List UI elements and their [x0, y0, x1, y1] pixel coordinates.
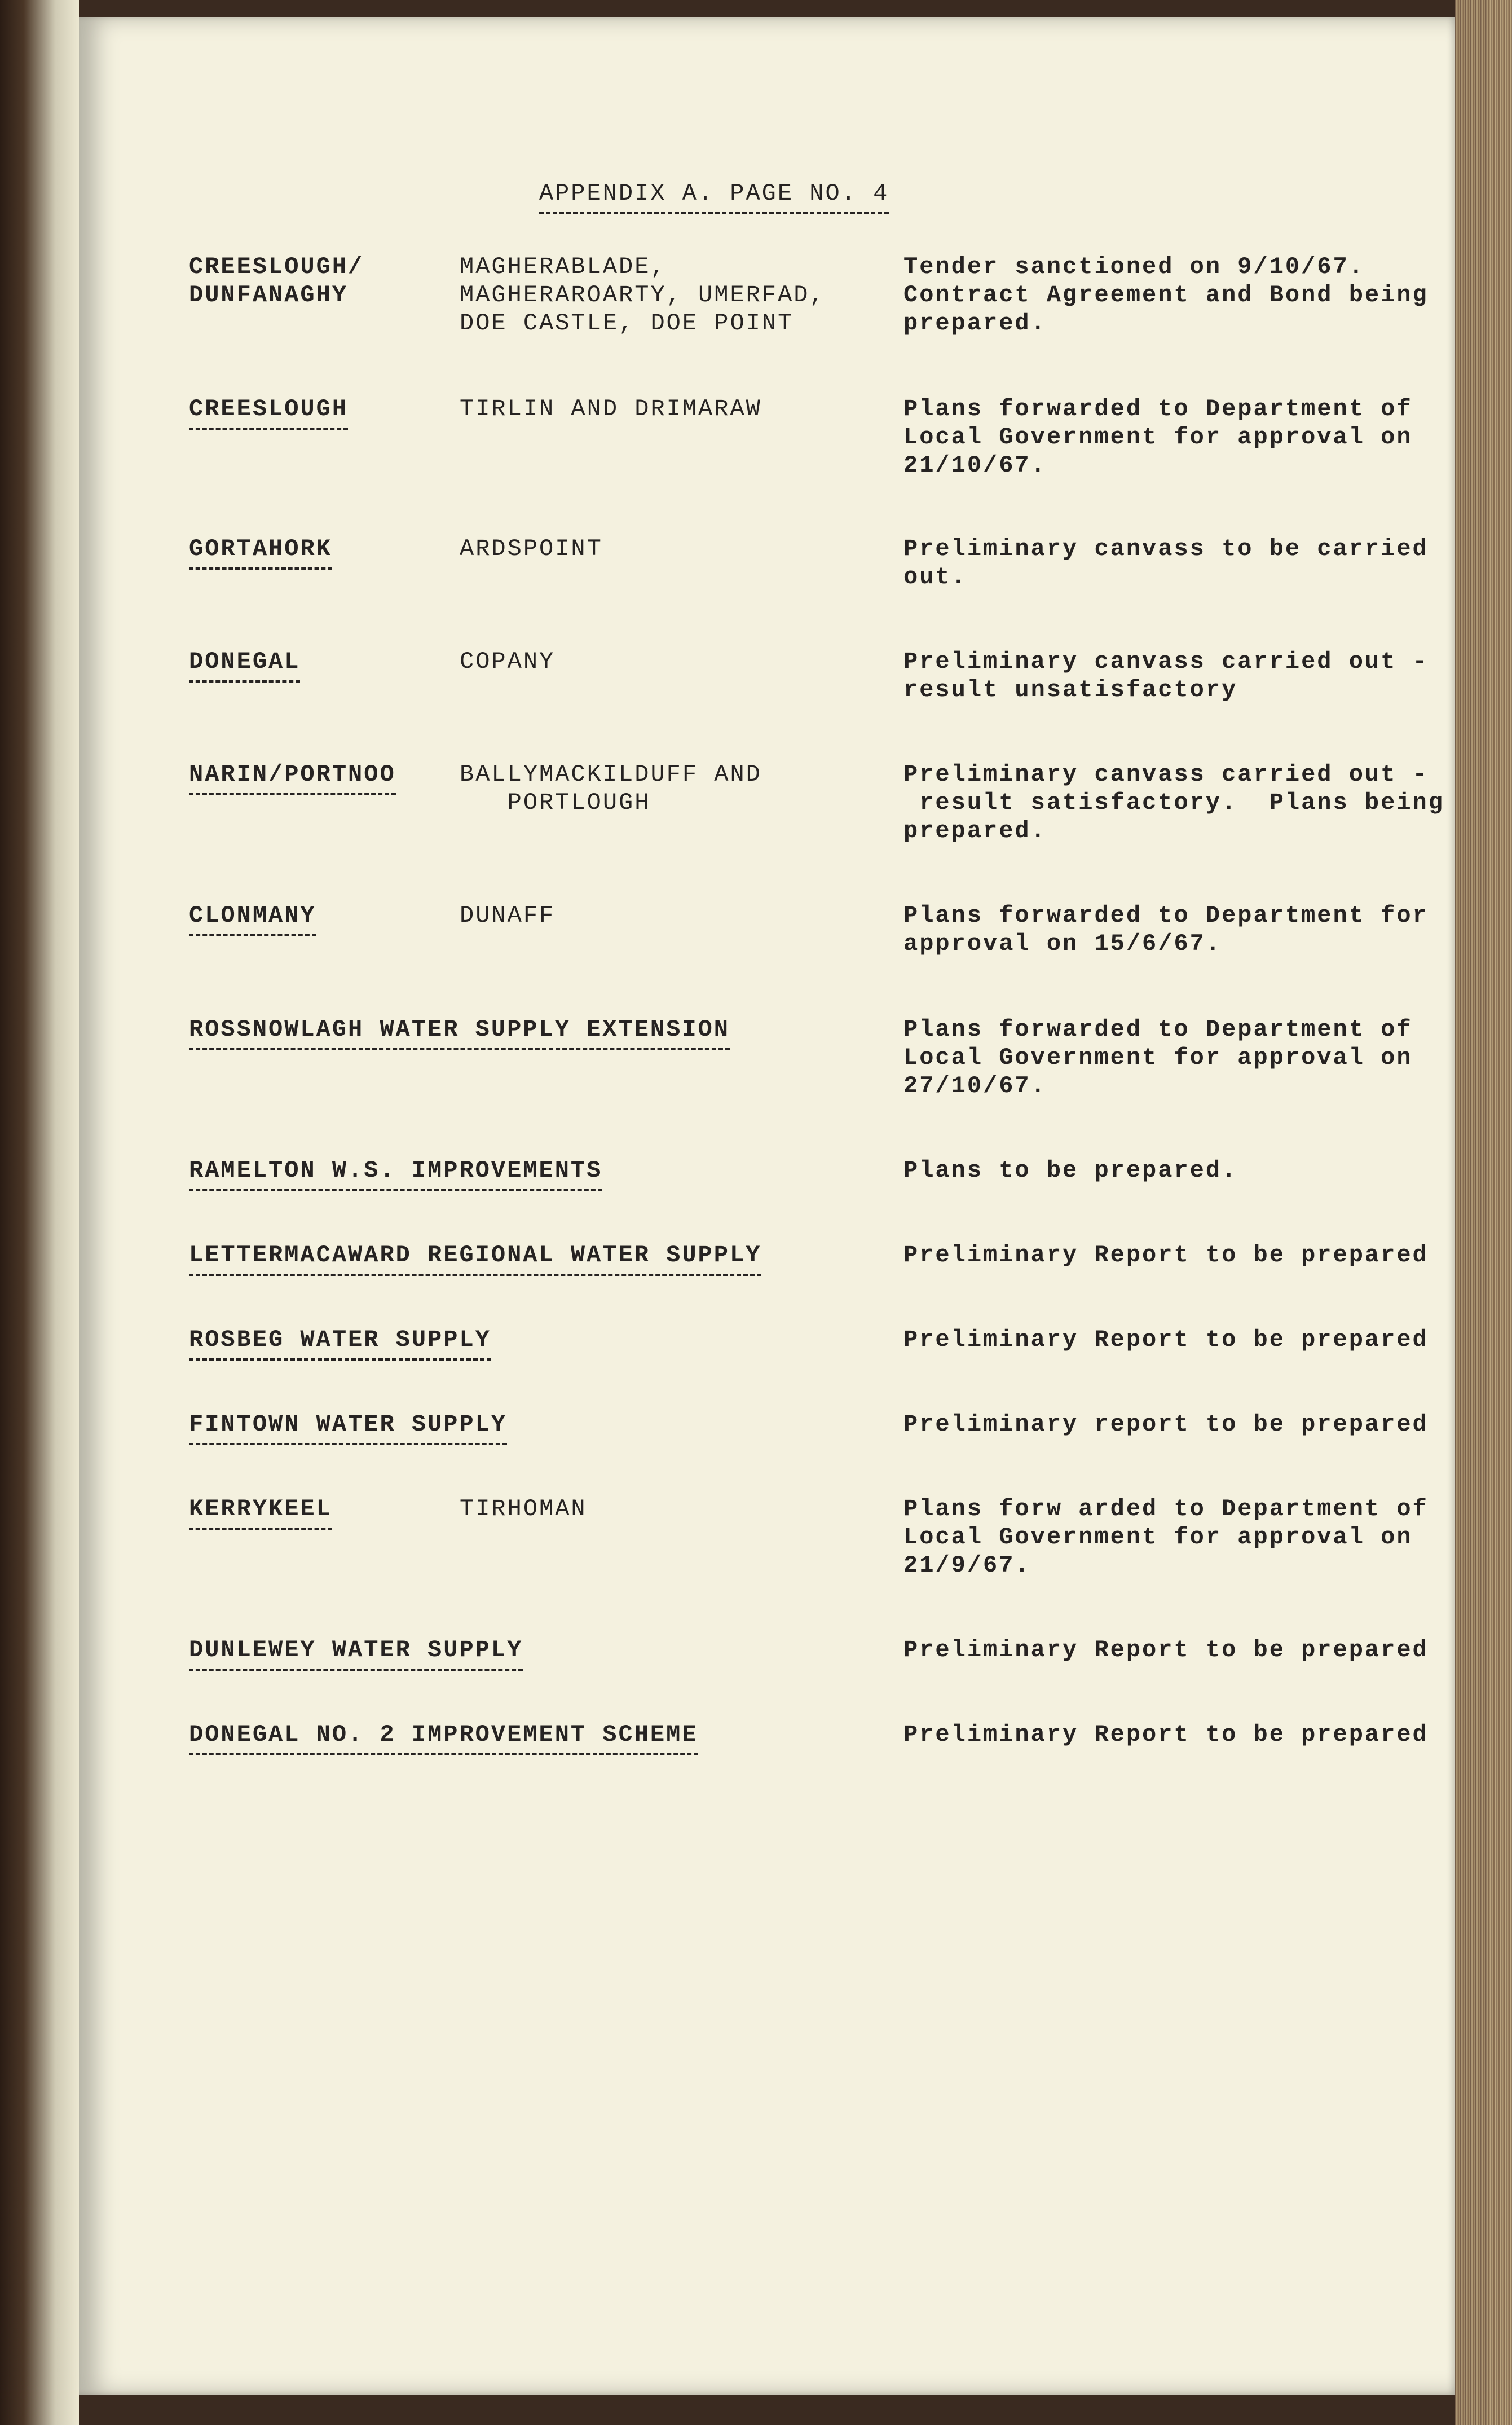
status-text	[903, 1241, 1467, 1269]
status-line: prepared.	[903, 817, 1047, 844]
status-text	[903, 901, 1467, 958]
status-line: Plans forwarded to Department for	[903, 902, 1429, 929]
area-line: DONEGAL NO. 2 IMPROVEMENT SCHEME	[189, 1720, 698, 1755]
scheme-line: MAGHERAROARTY, UMERFAD,	[460, 281, 826, 309]
scheme-line: MAGHERABLADE,	[460, 253, 667, 280]
scheme-line: TIRLIN AND DRIMARAW	[460, 395, 762, 422]
page-edges	[1455, 0, 1512, 2425]
area-name	[189, 1636, 523, 1671]
scheme-line: PORTLOUGH	[460, 789, 651, 816]
scheme-line: COPANY	[460, 648, 556, 675]
area-line: DUNFANAGHY	[189, 281, 349, 309]
status-line: Preliminary canvass to be carried	[903, 535, 1429, 562]
area-line: CREESLOUGH/	[189, 253, 364, 280]
status-text	[903, 760, 1467, 845]
status-line: approval on 15/6/67.	[903, 930, 1222, 957]
area-line: DONEGAL	[189, 648, 300, 683]
scheme-name	[460, 760, 762, 817]
status-line: 27/10/67.	[903, 1072, 1047, 1099]
status-line: out.	[903, 564, 967, 591]
status-line: result unsatisfactory	[903, 676, 1238, 703]
scheme-name	[460, 395, 762, 423]
status-text	[903, 1326, 1467, 1354]
area-name	[189, 535, 332, 570]
area-line: FINTOWN WATER SUPPLY	[189, 1410, 507, 1445]
status-line: result satisfactory. Plans being	[903, 789, 1444, 816]
area-name	[189, 395, 348, 430]
status-text	[903, 1015, 1467, 1100]
status-line: Preliminary Report to be prepared	[903, 1242, 1429, 1269]
area-line: CLONMANY	[189, 901, 316, 936]
book-binding	[0, 0, 79, 2425]
scheme-name	[460, 901, 555, 930]
area-name	[189, 1410, 507, 1445]
status-line: Preliminary report to be prepared	[903, 1411, 1429, 1438]
area-name	[189, 1015, 730, 1050]
status-line: Tender sanctioned on 9/10/67.	[903, 253, 1365, 280]
area-line: LETTERMACAWARD REGIONAL WATER SUPPLY	[189, 1241, 761, 1276]
status-line: Plans forwarded to Department of	[903, 395, 1413, 422]
scheme-name	[460, 648, 555, 676]
page-header	[475, 151, 889, 243]
status-line: Preliminary Report to be prepared	[903, 1636, 1429, 1663]
area-line: ROSSNOWLAGH WATER SUPPLY EXTENSION	[189, 1015, 730, 1050]
area-name	[189, 760, 396, 795]
status-line: Preliminary Report to be prepared	[903, 1326, 1429, 1353]
scheme-line: DOE CASTLE, DOE POINT	[460, 310, 794, 337]
area-line: GORTAHORK	[189, 535, 332, 570]
status-text	[903, 1495, 1467, 1579]
status-line: Plans to be prepared.	[903, 1157, 1238, 1184]
status-line: Preliminary Report to be prepared	[903, 1721, 1429, 1748]
area-name	[189, 1156, 602, 1191]
status-line: Plans forwarded to Department of	[903, 1016, 1413, 1043]
status-line: prepared.	[903, 310, 1047, 337]
status-text	[903, 1156, 1467, 1185]
status-line: Plans forw arded to Department of	[903, 1495, 1429, 1522]
scheme-line: DUNAFF	[460, 902, 556, 929]
status-line: Local Government for approval on	[903, 424, 1413, 451]
status-line: Local Government for approval on	[903, 1524, 1413, 1551]
scheme-name	[460, 535, 603, 563]
status-text	[903, 1410, 1467, 1438]
status-text	[903, 253, 1467, 337]
scheme-name	[460, 253, 826, 337]
area-line: ROSBEG WATER SUPPLY	[189, 1326, 491, 1361]
scheme-line: ARDSPOINT	[460, 535, 603, 562]
area-name	[189, 1326, 491, 1361]
area-line: RAMELTON W.S. IMPROVEMENTS	[189, 1156, 602, 1191]
status-line: 21/9/67.	[903, 1552, 1031, 1579]
status-line: Preliminary canvass carried out -	[903, 648, 1429, 675]
scheme-line: BALLYMACKILDUFF AND	[460, 761, 762, 788]
area-name	[189, 1495, 332, 1530]
status-text	[903, 395, 1467, 479]
area-line: NARIN/PORTNOO	[189, 760, 396, 795]
area-line: DUNLEWEY WATER SUPPLY	[189, 1636, 523, 1671]
status-line: Contract Agreement and Bond being	[903, 281, 1429, 309]
area-name	[189, 1241, 761, 1276]
scheme-line: TIRHOMAN	[460, 1495, 587, 1522]
status-text	[903, 535, 1467, 591]
scheme-name	[460, 1495, 587, 1523]
area-name	[189, 1720, 698, 1755]
area-name	[189, 253, 364, 309]
area-line: KERRYKEEL	[189, 1495, 332, 1530]
status-line: Local Government for approval on	[903, 1044, 1413, 1071]
area-line: CREESLOUGH	[189, 395, 348, 430]
area-name	[189, 648, 300, 683]
area-name	[189, 901, 316, 936]
status-line: Preliminary canvass carried out -	[903, 761, 1429, 788]
header-text: APPENDIX A. PAGE NO. 4	[539, 179, 889, 214]
status-text	[903, 648, 1467, 704]
status-line: 21/10/67.	[903, 452, 1047, 479]
document-page	[79, 17, 1455, 2395]
status-text	[903, 1636, 1467, 1664]
status-text	[903, 1720, 1467, 1749]
